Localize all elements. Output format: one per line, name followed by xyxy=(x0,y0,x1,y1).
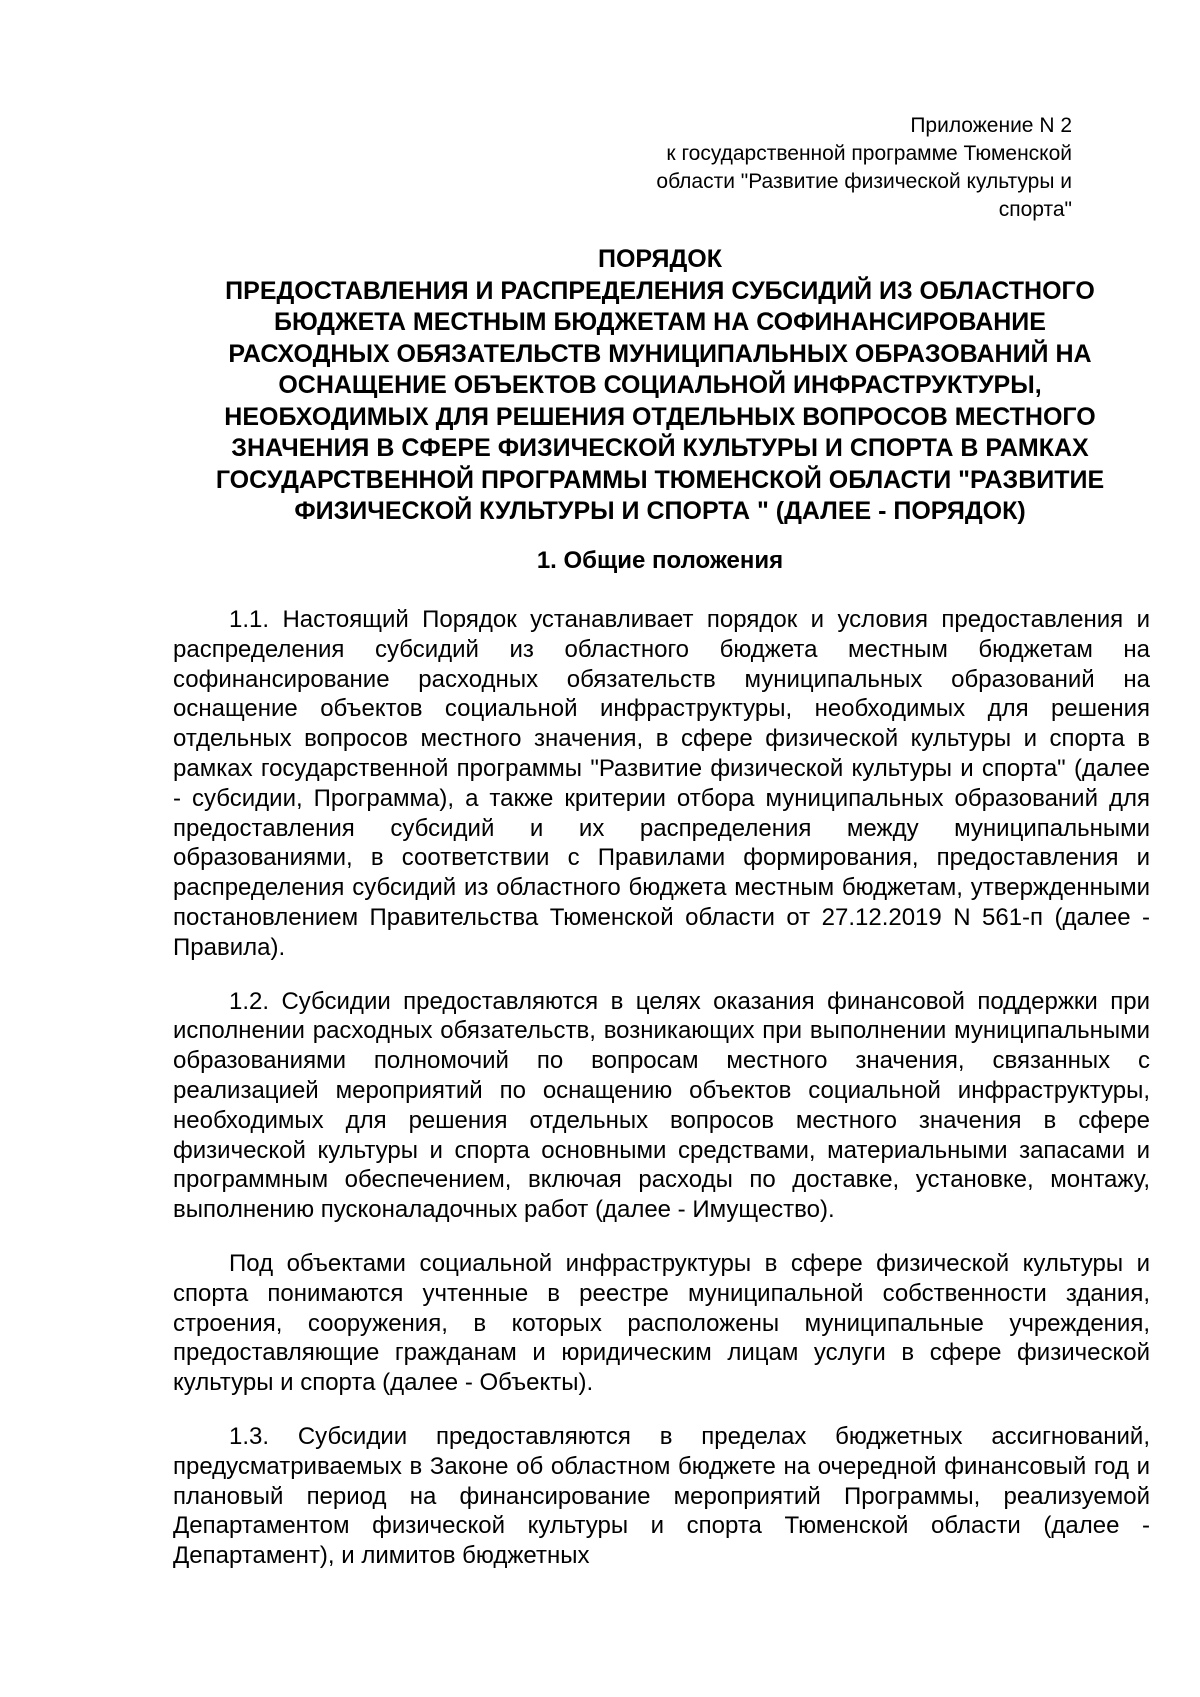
document-title xyxy=(170,244,1150,528)
title-line: ГОСУДАРСТВЕННОЙ ПРОГРАММЫ ТЮМЕНСКОЙ ОБЛАСТИ "РАЗВИТИЕ xyxy=(215,465,1105,494)
appendix-line: спорта" xyxy=(998,198,1072,221)
title-line: НЕОБХОДИМЫХ ДЛЯ РЕШЕНИЯ ОТДЕЛЬНЫХ ВОПРОСОВ МЕСТНОГО xyxy=(224,402,1096,431)
appendix-line: к государственной программе Тюменской xyxy=(666,142,1072,165)
title-line: ОСНАЩЕНИЕ ОБЪЕКТОВ СОЦИАЛЬНОЙ ИНФРАСТРУКТУРЫ, xyxy=(278,371,1042,399)
title-line: ПРЕДОСТАВЛЕНИЯ И РАСПРЕДЕЛЕНИЯ СУБСИДИЙ ИЗ ОБЛАСТНОГО xyxy=(225,276,1095,305)
appendix-line: области "Развитие физической культуры и xyxy=(656,170,1072,193)
title-line: ФИЗИЧЕСКОЙ КУЛЬТУРЫ И СПОРТА " (ДАЛЕЕ - ПОРЯДОК) xyxy=(294,497,1026,525)
paragraph-1-3: 1.3. Субсидии предоставляются в пределах бюджетных ассигнований, предусматриваемых в Законе об областном бюджете на очередной финансовый год и плановый период на финансирование мероприятий Программы, реализуемой Департаментом физической культуры и спорта Тюменской области (далее - Департамент), и лимитов бюджетных xyxy=(173,1422,1150,1570)
section-heading: 1. Общие положения xyxy=(536,547,784,574)
paragraph-1-2: 1.2. Субсидии предоставляются в целях оказания финансовой поддержки при исполнении расходных обязательств, возникающих при выполнении муниципальными образованиями полномочий по вопросам местного значения, связанных с реализацией мероприятий по оснащению объектов социальной инфраструктуры, необходимых для решения отдельных вопросов местного значения в сфере физической культуры и спорта основными средствами, материальными запасами и программным обеспечением, включая расходы по доставке, установке, монтажу, выполнению пусконаладочных работ (далее - Имущество). xyxy=(173,987,1150,1224)
paragraph-objects-definition: Под объектами социальной инфраструктуры в сфере физической культуры и спорта понимаются учтенные в реестре муниципальной собственности здания, строения, сооружения, в которых расположены муниципальные учреждения, предоставляющие гражданам и юридическим лицам услуги в сфере физической культуры и спорта (далее - Объекты). xyxy=(173,1249,1150,1397)
title-line: ЗНАЧЕНИЯ В СФЕРЕ ФИЗИЧЕСКОЙ КУЛЬТУРЫ И СПОРТА В РАМКАХ xyxy=(231,434,1089,462)
title-line: РАСХОДНЫХ ОБЯЗАТЕЛЬСТВ МУНИЦИПАЛЬНЫХ ОБРАЗОВАНИЙ НА xyxy=(228,339,1092,368)
appendix-note xyxy=(592,112,1072,224)
title-line: БЮДЖЕТА МЕСТНЫМ БЮДЖЕТАМ НА СОФИНАНСИРОВАНИЕ xyxy=(274,308,1046,336)
document-body xyxy=(173,605,1150,1595)
appendix-line: Приложение N 2 xyxy=(910,114,1072,137)
title-line: ПОРЯДОК xyxy=(598,245,722,273)
paragraph-1-1: 1.1. Настоящий Порядок устанавливает порядок и условия предоставления и распределения субсидий из областного бюджета местным бюджетам на софинансирование расходных обязательств муниципальных образований на оснащение объектов социальной инфраструктуры, необходимых для решения отдельных вопросов местного значения, в сфере физической культуры и спорта в рамках государственной программы "Развитие физической культуры и спорта" (далее - субсидии, Программа), а также критерии отбора муниципальных образований для предоставления субсидий и их распределения между муниципальными образованиями, в соответствии с Правилами формирования, предоставления и распределения субсидий из областного бюджета местным бюджетам, утвержденными постановлением Правительства Тюменской области от 27.12.2019 N 561-п (далее - Правила). xyxy=(173,606,1150,961)
